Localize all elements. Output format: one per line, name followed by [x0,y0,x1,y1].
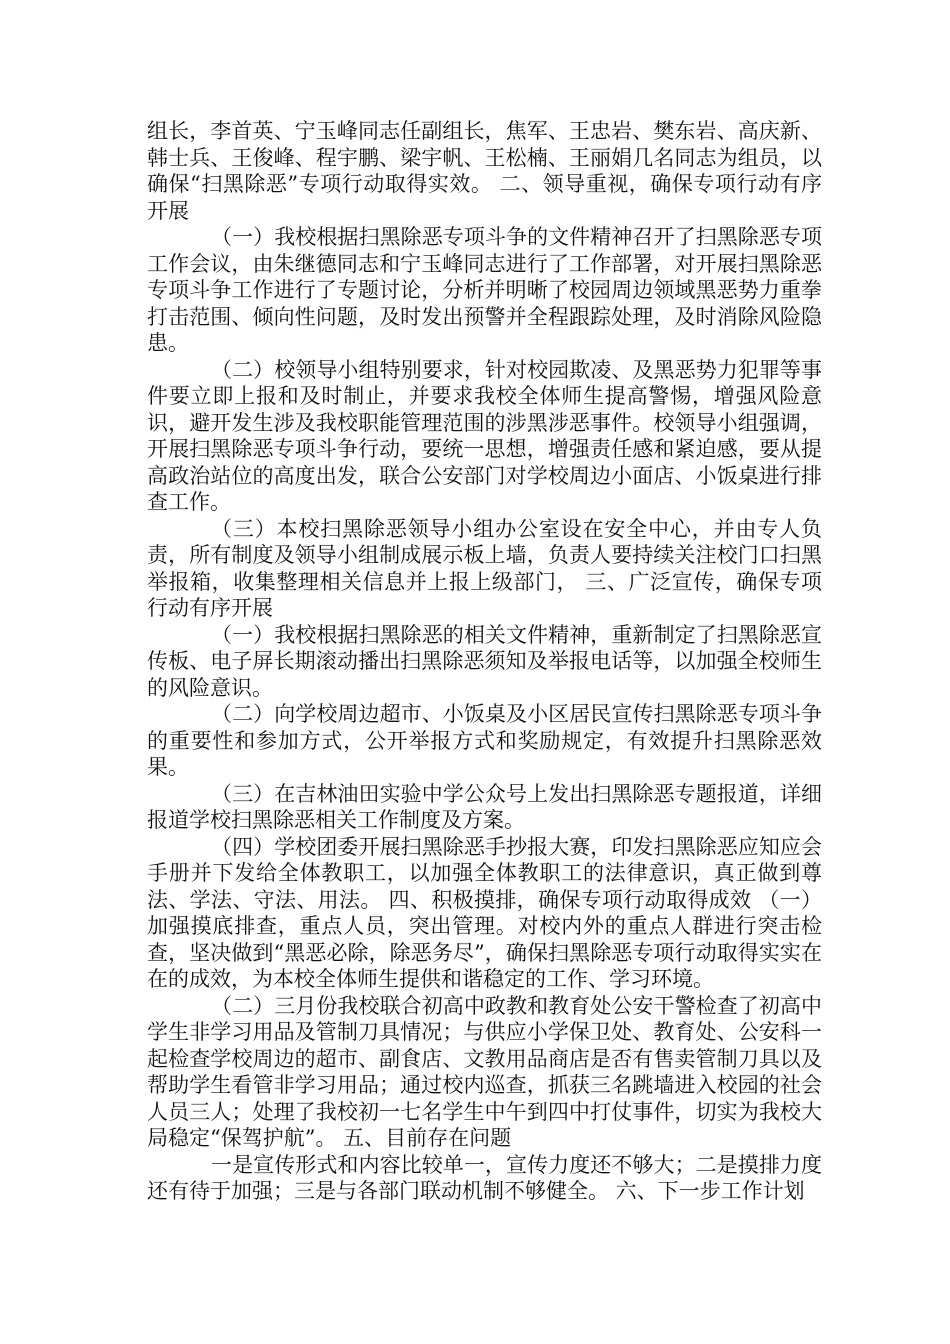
paragraph-9: （二）三月份我校联合初高中政教和教育处公安干警检查了初高中学生非学习用品及管制刀具情况；与供应小学保卫处、教育处、公安科一起检查学校周边的超市、副食店、文教用品商店是否有售卖管制刀具以及帮助学生看管非学习用品；通过校内巡查，抓获三名跳墙进入校园的社会人员三人；处理了我校初一七名学生中午到四中打仗事件，切实为我校大局稳定“保驾护航”。 五、目前存在问题 [147,993,822,1150]
paragraph-3: （二）校领导小组特别要求，针对校园欺凌、及黑恶势力犯罪等事件要立即上报和及时制止，并要求我校全体师生提高警惕，增强风险意识，避开发生涉及我校职能管理范围的涉黑涉恶事件。校领导小组强调，开展扫黑除恶专项斗争行动，要统一思想，增强责任感和紧迫感，要从提高政治站位的高度出发，联合公安部门对学校周边小面店、小饭桌进行排查工作。 [147,357,822,514]
document-page [147,118,822,1205]
paragraph-4: （三）本校扫黑除恶领导小组办公室设在安全中心，并由专人负责，所有制度及领导小组制成展示板上墙，负责人要持续关注校门口扫黑举报箱，收集整理相关信息并上报上级部门， 三、广泛宣传，确保专项行动有序开展 [147,516,822,620]
paragraph-2: （一）我校根据扫黑除恶专项斗争的文件精神召开了扫黑除恶专项工作会议，由朱继德同志和宁玉峰同志进行了工作部署，对开展扫黑除恶专项斗争工作进行了专题讨论，分析并明晰了校园周边领域黑恶势力重拳打击范围、倾向性问题，及时发出预警并全程跟踪处理，及时消除风险隐患。 [147,225,822,355]
paragraph-10: 一是宣传形式和内容比较单一，宣传力度还不够大；二是摸排力度还有待于加强；三是与各部门联动机制不够健全。 六、下一步工作计划 [147,1152,822,1203]
paragraph-5: （一）我校根据扫黑除恶的相关文件精神，重新制定了扫黑除恶宣传板、电子屏长期滚动播出扫黑除恶须知及举报电话等，以加强全校师生的风险意识。 [147,622,822,700]
paragraph-6: （二）向学校周边超市、小饭桌及小区居民宣传扫黑除恶专项斗争的重要性和参加方式，公开举报方式和奖励规定，有效提升扫黑除恶效果。 [147,702,822,779]
paragraph-7: （三）在吉林油田实验中学公众号上发出扫黑除恶专题报道，详细报道学校扫黑除恶相关工作制度及方案。 [147,781,822,832]
paragraph-8: （四）学校团委开展扫黑除恶手抄报大赛，印发扫黑除恶应知应会手册并下发给全体教职工，以加强全体教职工的法律意识，真正做到尊法、学法、守法、用法。 四、积极摸排，确保专项行动取得成效 （一）加强摸底排查，重点人员，突出管理。对校内外的重点人群进行突击检查，坚决做到“黑恶必除，除恶务尽”，确保扫黑除恶专项行动取得实实在在的成效，为本校全体师生提供和谐稳定的工作、学习环境。 [147,834,822,991]
paragraph-1: 组长，李首英、宁玉峰同志任副组长，焦军、王忠岩、樊东岩、高庆新、韩士兵、王俊峰、程宇鹏、梁宇帆、王松楠、王丽娟几名同志为组员，以确保“扫黑除恶”专项行动取得实效。 二、领导重视，确保专项行动有序开展 [147,119,822,223]
